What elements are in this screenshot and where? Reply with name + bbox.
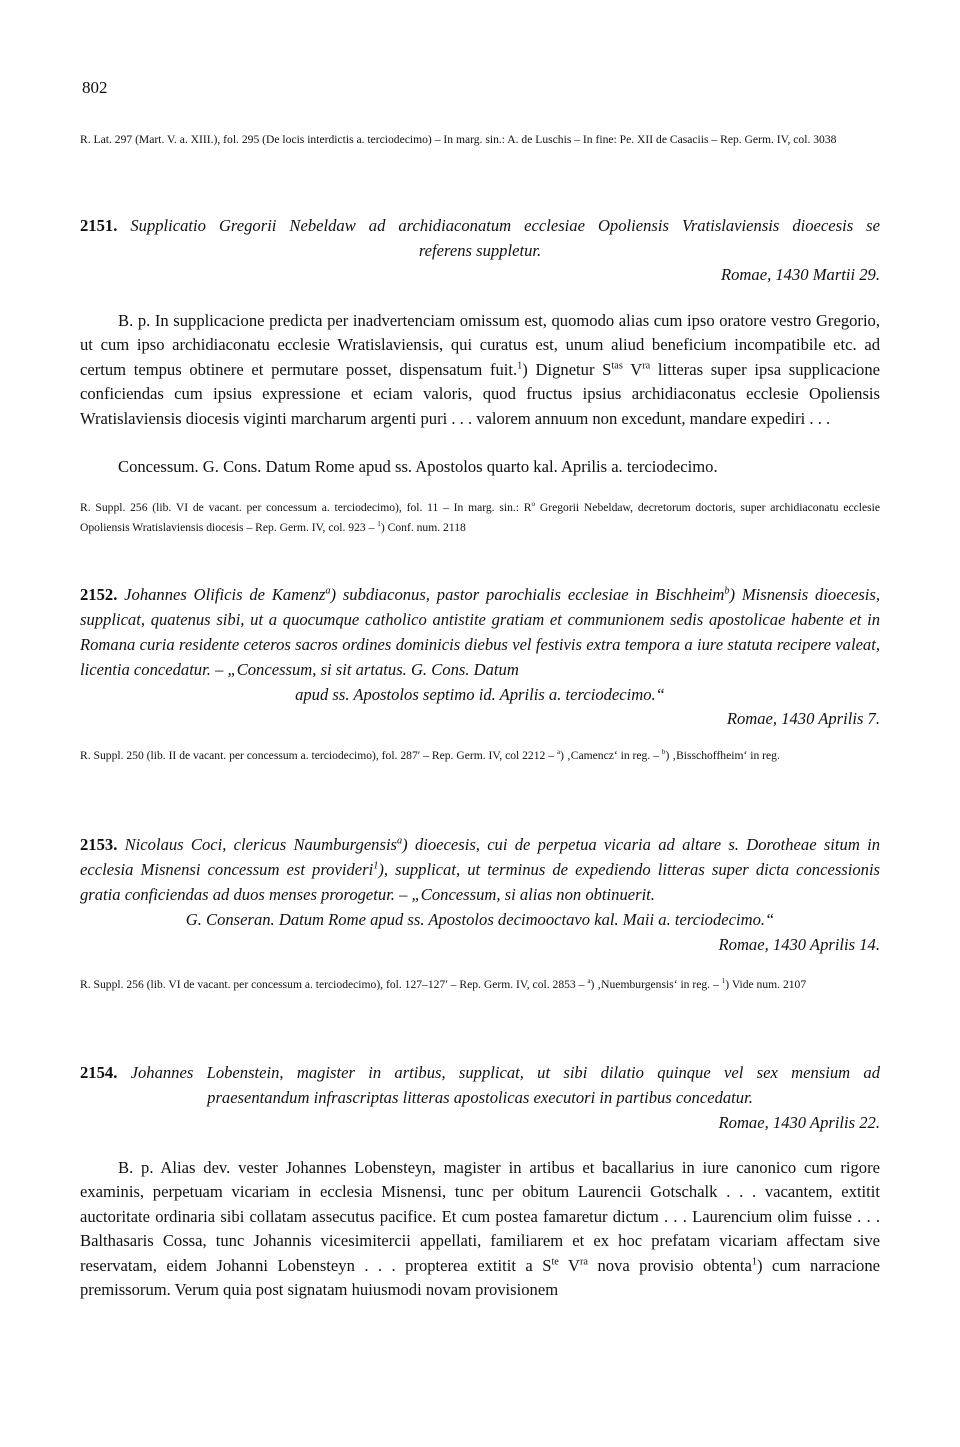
- footnote-text: R. Suppl. 256 (lib. VI de vacant. per concessum a. terciodecimo), fol. 127–127′ – Rep. Germ. IV, col. 2853 –: [80, 978, 588, 991]
- footnote-text: R. Suppl. 250 (lib. II de vacant. per concessum a. terciodecimo), fol. 287′ – Rep. Germ. IV, col 2212 –: [80, 749, 557, 762]
- body-text: B. p. Alias dev. vester Johannes Lobensteyn, magister in artibus et bacallarius in iure canonico cum rigore examinis, perpetuam vicariam in ecclesia Misnensi, tunc per obitum Laurencii Gotschalk . . . vacantem, extitit auctoritate ordinaria sibi collatam assecutus pacifice. Et cum postea famaretur dictum . . . Laurencium olim fuisse . . . Balthasaris Cossa, tunc Johannis vicesimitercii appellati, familiarem et ex hoc prefatam vicariam affectam sive reservatam, eidem Johanni Lobensteyn . . . propterea extitit a S: [80, 1158, 880, 1275]
- footnote-text: Gregorii Nebeldaw, decretorum doctoris, super archidiaconatu ecclesie Opoliensis Wratislaviensis diocesis – Rep. Germ. IV, col. 923 –: [80, 501, 881, 534]
- entry-number: 2151.: [80, 216, 118, 235]
- footnote-marker: 1: [377, 520, 381, 529]
- footnote-marker: a: [587, 977, 591, 986]
- heading-line: apud ss. Apostolos septimo id. Aprilis a. terciodecimo.“: [295, 685, 665, 704]
- footnote-2150: [80, 130, 880, 150]
- entry-2151-date: Romae, 1430 Martii 29.: [720, 265, 880, 284]
- footnote-marker: 1: [721, 977, 726, 986]
- body-text: nova provisio obtenta: [588, 1255, 752, 1275]
- entry-number: 2152.: [80, 585, 118, 604]
- heading-text: Supplicatio Gregorii Nebeldaw ad archidiaconatum ecclesiae Opoliensis Vratislaviensis dioecesis se: [130, 216, 880, 235]
- entry-2154-heading: [80, 1060, 880, 1110]
- page-number: 802: [82, 78, 108, 97]
- superscript: te: [551, 1256, 559, 1268]
- footnote-text: ) ‚Nuemburgensis‘ in reg. –: [590, 978, 722, 991]
- heading-line: [80, 213, 880, 238]
- heading-text: ) dioecesis, cui de perpetua vicaria ad altare s. Dorotheae situm in ecclesia Misnensi concessum est provideri: [80, 835, 880, 879]
- superscript: ra: [642, 360, 651, 372]
- body-text: ) Dignetur S: [522, 359, 612, 379]
- footnote-marker: b: [724, 585, 730, 597]
- footnote-2153: [80, 975, 880, 995]
- entry-2151-concessum: Concessum. G. Cons. Datum Rome apud ss. Apostolos quarto kal. Aprilis a. terciodecimo.: [118, 457, 718, 476]
- footnote-text: ) ‚Bisschoffheim‘ in reg.: [665, 749, 780, 762]
- entry-2154-date: Romae, 1430 Aprilis 22.: [718, 1113, 880, 1132]
- superscript: tas: [611, 360, 623, 372]
- footnote-marker: b: [661, 748, 666, 757]
- footnote-text: R. Suppl. 256 (lib. VI de vacant. per concessum a. terciodecimo), fol. 11 – In marg. sin.: R: [80, 501, 532, 514]
- footnote-text: ) Vide num. 2107: [725, 978, 807, 991]
- heading-text: Johannes Olificis de Kamenz: [117, 585, 326, 604]
- body-text: V: [622, 359, 643, 379]
- body-text: B. p. In supplicacione predicta per inadvertenciam omissum est, quomodo alias cum ipso oratore vestro Gregorio, ut cum ipso archidiaconatu ecclesie Wratislaviensis, qui curatus est, unum aliud beneficium incompatibile etc. ad certum tempus obtinere et permutare posset, dispensatum fuit.: [80, 311, 880, 379]
- entry-number: 2154.: [80, 1063, 118, 1082]
- footnote-marker: a: [397, 835, 403, 847]
- entry-2152-heading: [80, 582, 880, 707]
- body-text: ) cum narracione premissorum. Verum quia post signatam huiusmodi novam provisionem: [80, 1255, 880, 1300]
- footnote-2151: [80, 498, 880, 538]
- heading-text: Johannes Lobenstein, magister in artibus, supplicat, ut sibi dilatio quinque vel sex mensium ad: [117, 1063, 880, 1082]
- entry-2154-body: [80, 1156, 880, 1302]
- footnote-marker: 1: [517, 360, 523, 372]
- heading-line: referens suppletur.: [418, 241, 542, 260]
- footnote-text: ) Conf. num. 2118: [380, 521, 466, 534]
- footnote-marker: a: [325, 585, 331, 597]
- heading-line: [80, 1060, 880, 1085]
- superscript: ra: [580, 1256, 588, 1268]
- body-text: V: [558, 1255, 580, 1275]
- entry-2153-heading: [80, 832, 880, 932]
- footnote-marker: a: [556, 748, 561, 757]
- footnote-marker: 1: [373, 860, 379, 872]
- footnote-marker: 1: [751, 1256, 757, 1268]
- footnote-2152: [80, 746, 880, 766]
- entry-2153-date: Romae, 1430 Aprilis 14.: [718, 935, 880, 954]
- body-text: litteras super ipsa supplicacione conficiendas cum ipsius expressione et eciam valoris, quod fructus ipsius archidiaconatus ecclesie Opoliensis Wratislaviensis diocesis viginti marcharum argenti puri . . . valorem annuum non excedunt, mandare expediri . . .: [80, 359, 880, 428]
- heading-line: praesentandum infrascriptas litteras apostolicas executori in partibus concedatur.: [207, 1088, 753, 1107]
- entry-2151-heading: [80, 213, 880, 263]
- entry-number: 2153.: [80, 835, 118, 854]
- heading-text: ) subdiaconus, pastor parochialis ecclesiae in Bischheim: [330, 585, 725, 604]
- entry-2152-date: Romae, 1430 Aprilis 7.: [726, 709, 880, 728]
- footnote-text: R. Lat. 297 (Mart. V. a. XIII.), fol. 295 (De locis interdictis a. terciodecimo) – In marg. sin.: A. de Luschis – In fine: Pe. XII de Casaciis – Rep. Germ. IV, col. 3038: [80, 133, 837, 146]
- heading-text: Nicolaus Coci, clericus Naumburgensis: [117, 835, 398, 854]
- heading-line: G. Conseran. Datum Rome apud ss. Apostolos decimooctavo kal. Maii a. terciodecimo.“: [185, 910, 775, 929]
- superscript: o: [531, 500, 536, 509]
- heading-text: ), supplicat, ut terminus de expediendo litteras super dicta concessionis gratia conficiendas ad duos menses prorogetur. – „Concessum, si alias non obtinuerit.: [80, 860, 881, 904]
- heading-text: ) Misnensis dioecesis, supplicat, quatenus sibi, ut a quocumque catholico antistite gratiam et communionem sedis apostolicae habente et in Romana curia residente ceteros sacros ordines dominicis diebus vel festivis extra tempora a iure statuta recipere valeat, licentia concedatur. – „Concessum, si sit artatus. G. Cons. Datum: [80, 585, 881, 679]
- footnote-text: ) ‚Camencz‘ in reg. –: [560, 749, 662, 762]
- entry-2151-body: [80, 309, 880, 431]
